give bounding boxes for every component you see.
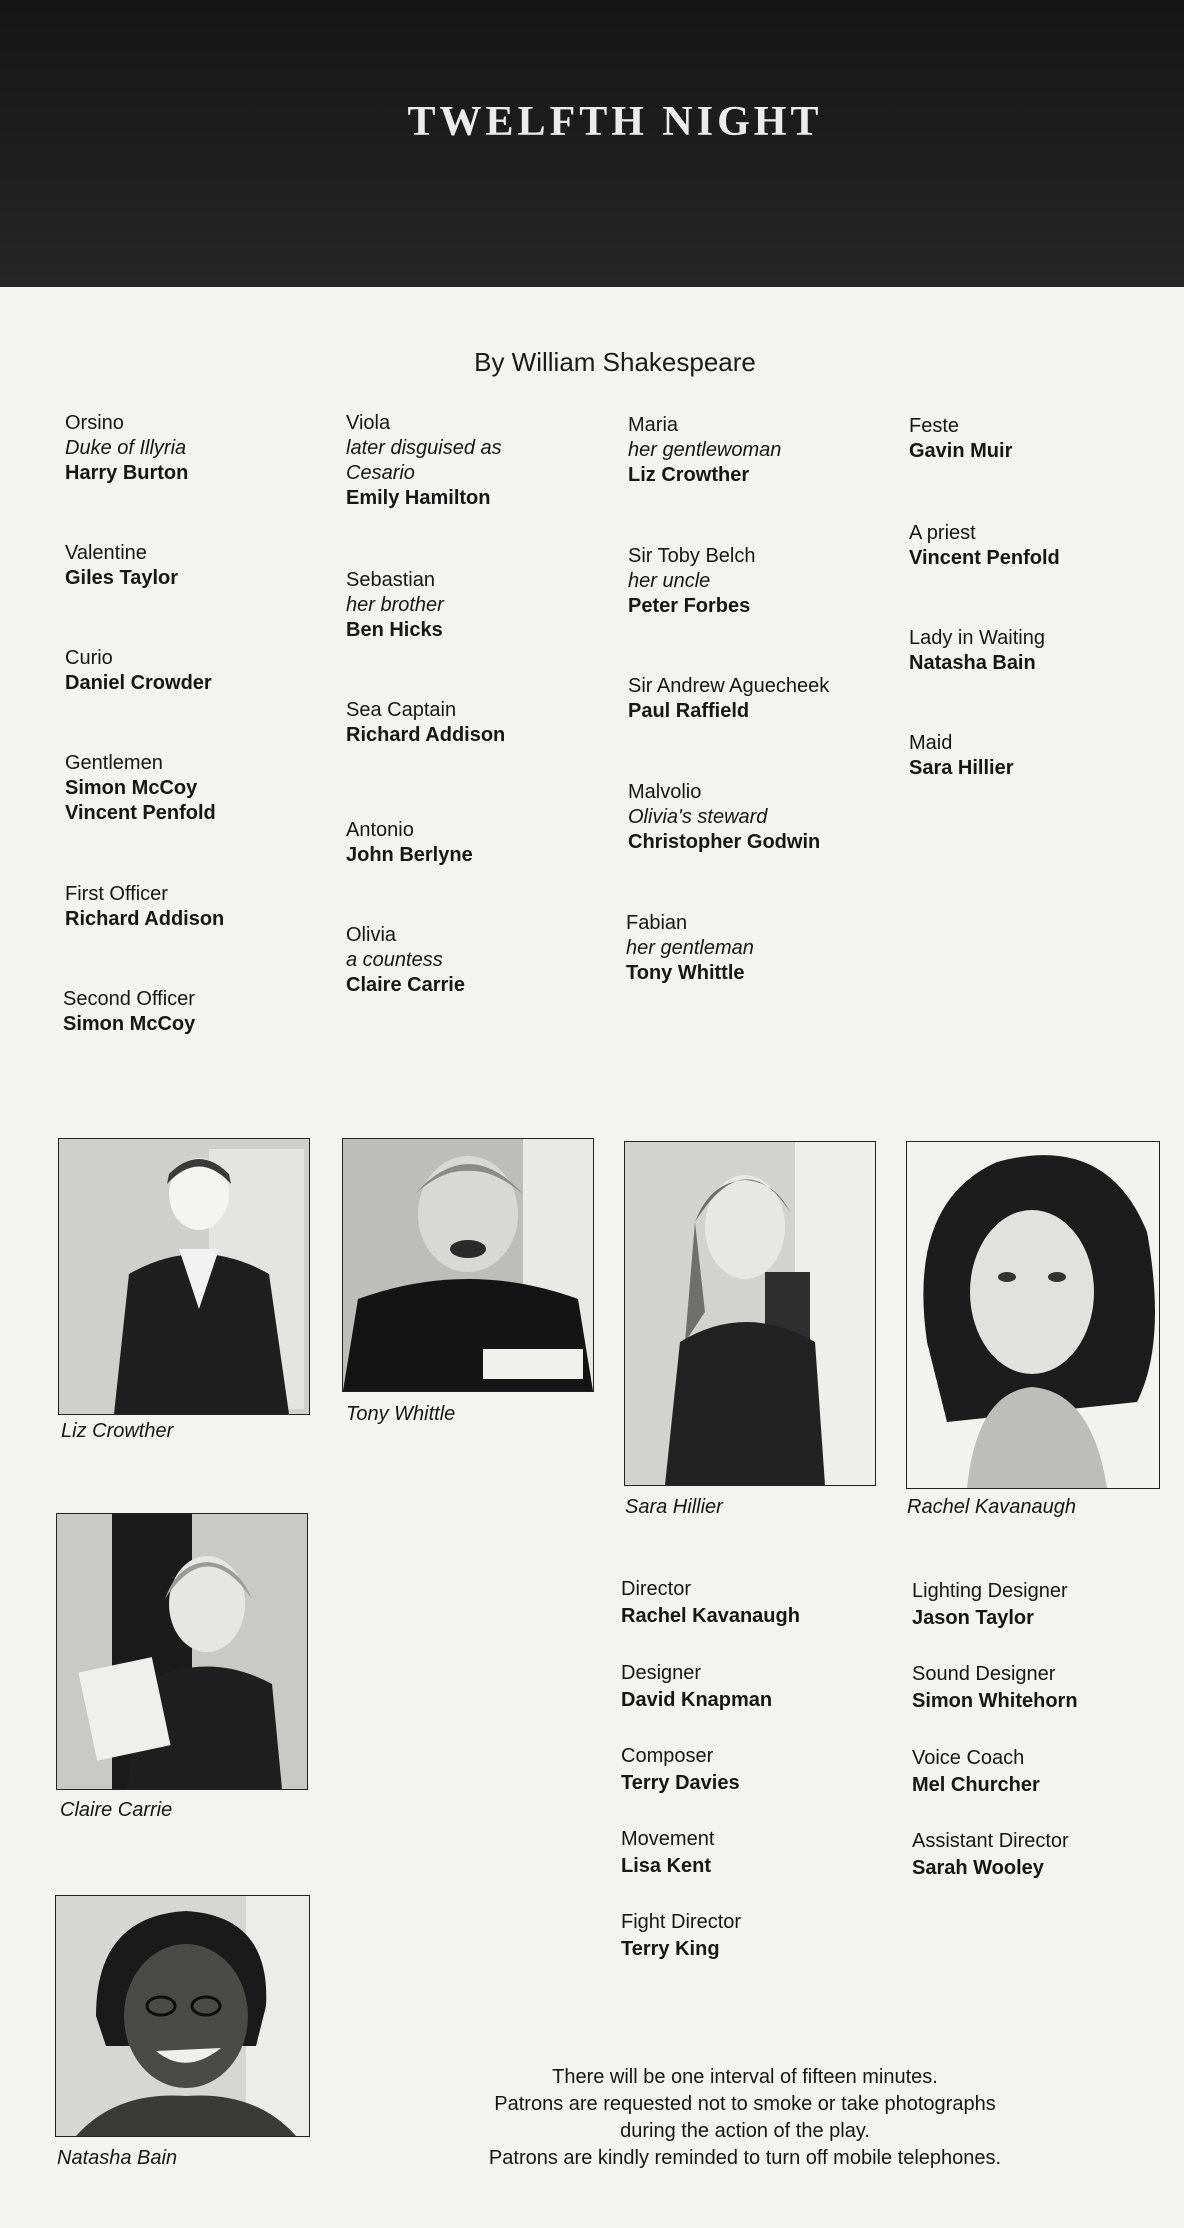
credit-designer xyxy=(621,1660,772,1714)
actor-name: John Berlyne xyxy=(346,844,473,866)
credit-role: Designer xyxy=(621,1662,702,1684)
cast-entry-orsino xyxy=(65,411,188,486)
cast-entry-first-officer xyxy=(65,882,224,932)
credit-role: Director xyxy=(621,1578,692,1600)
actor-name: Gavin Muir xyxy=(909,440,1013,462)
actor-name: Vincent Penfold xyxy=(65,802,216,824)
actor-name: Peter Forbes xyxy=(628,595,751,617)
cast-entry-second-officer xyxy=(63,987,195,1037)
credit-composer xyxy=(621,1743,740,1797)
role-name: Valentine xyxy=(65,542,147,564)
role-name: First Officer xyxy=(65,883,168,905)
credit-name: Sarah Wooley xyxy=(912,1857,1044,1879)
cast-entry-lady-in-waiting xyxy=(909,626,1045,676)
photo-caption: Liz Crowther xyxy=(61,1420,174,1442)
notice-line: There will be one interval of fifteen minutes. xyxy=(552,2066,938,2088)
credit-lighting-designer xyxy=(912,1578,1068,1632)
photo-natasha-bain xyxy=(55,1895,310,2137)
role-name: Orsino xyxy=(65,412,124,434)
role-description: her gentleman xyxy=(626,937,754,959)
actor-name: Ben Hicks xyxy=(346,619,443,641)
role-description: her uncle xyxy=(628,570,711,592)
role-description: Olivia's steward xyxy=(628,806,768,828)
photo-liz-crowther xyxy=(58,1138,310,1415)
actor-name: Simon McCoy xyxy=(63,1013,196,1035)
credit-name: Mel Churcher xyxy=(912,1774,1040,1796)
role-name: Sir Andrew Aguecheek xyxy=(628,675,830,697)
notice-line: Patrons are requested not to smoke or take photographs xyxy=(494,2093,996,2115)
cast-entry-curio xyxy=(65,646,212,696)
role-description: her gentlewoman xyxy=(628,439,782,461)
credit-role: Movement xyxy=(621,1828,715,1850)
cast-entry-feste xyxy=(909,414,1012,464)
cast-entry-antonio xyxy=(346,818,473,868)
actor-name: Sara Hillier xyxy=(909,757,1014,779)
cast-entry-a-priest xyxy=(909,521,1060,571)
role-description: Duke of Illyria xyxy=(65,437,187,459)
cast-entry-valentine xyxy=(65,541,178,591)
role-description: later disguised as xyxy=(346,437,502,459)
credit-name: David Knapman xyxy=(621,1689,773,1711)
portrait-image xyxy=(625,1142,875,1485)
role-name: Viola xyxy=(346,412,391,434)
notice-line: during the action of the play. xyxy=(620,2120,870,2142)
role-name: Maria xyxy=(628,414,679,436)
credit-voice-coach xyxy=(912,1745,1040,1799)
credit-name: Simon Whitehorn xyxy=(912,1690,1078,1712)
role-name: Sebastian xyxy=(346,569,435,591)
cast-entry-sebastian xyxy=(346,568,444,643)
credit-role: Lighting Designer xyxy=(912,1580,1068,1602)
audience-notices xyxy=(440,2064,1050,2172)
credit-assistant-director xyxy=(912,1828,1069,1882)
photo-caption: Claire Carrie xyxy=(60,1799,173,1821)
role-name: A priest xyxy=(909,522,976,544)
actor-name: Claire Carrie xyxy=(346,974,465,996)
actor-name: Christopher Godwin xyxy=(628,831,821,853)
actor-name: Richard Addison xyxy=(346,724,506,746)
actor-name: Paul Raffield xyxy=(628,700,750,722)
role-name: Maid xyxy=(909,732,953,754)
photo-claire-carrie xyxy=(56,1513,308,1790)
role-description: a countess xyxy=(346,949,443,971)
cast-entry-maria xyxy=(628,413,781,488)
role-name: Gentlemen xyxy=(65,752,163,774)
credit-name: Terry Davies xyxy=(621,1772,740,1794)
actor-name: Emily Hamilton xyxy=(346,487,491,509)
credit-name: Jason Taylor xyxy=(912,1607,1034,1629)
photo-rachel-kavanaugh xyxy=(906,1141,1160,1489)
portrait-image xyxy=(57,1514,307,1789)
photo-caption: Natasha Bain xyxy=(57,2147,178,2169)
cast-entry-sir-toby-belch xyxy=(628,544,755,619)
photo-caption: Tony Whittle xyxy=(346,1403,456,1425)
credit-role: Fight Director xyxy=(621,1911,742,1933)
actor-name: Harry Burton xyxy=(65,462,189,484)
photo-caption: Sara Hillier xyxy=(625,1496,723,1518)
actor-name: Tony Whittle xyxy=(626,962,745,984)
role-name: Malvolio xyxy=(628,781,702,803)
actor-name: Vincent Penfold xyxy=(909,547,1060,569)
role-name: Feste xyxy=(909,415,960,437)
actor-name: Simon McCoy xyxy=(65,777,198,799)
actor-name: Daniel Crowder xyxy=(65,672,212,694)
credit-name: Terry King xyxy=(621,1938,720,1960)
credit-name: Rachel Kavanaugh xyxy=(621,1605,800,1627)
cast-entry-malvolio xyxy=(628,780,820,855)
role-name: Fabian xyxy=(626,912,688,934)
cast-entry-viola xyxy=(346,411,502,511)
author-byline: By William Shakespeare xyxy=(474,347,756,377)
credit-fight-director xyxy=(621,1909,741,1963)
actor-name: Liz Crowther xyxy=(628,464,750,486)
cast-entry-maid xyxy=(909,731,1014,781)
role-name: Lady in Waiting xyxy=(909,627,1045,649)
play-title: TWELFTH NIGHT xyxy=(407,99,823,145)
role-description: Cesario xyxy=(346,462,415,484)
actor-name: Natasha Bain xyxy=(909,652,1036,674)
role-name: Antonio xyxy=(346,819,414,841)
credit-director xyxy=(621,1576,800,1630)
cast-entry-olivia xyxy=(346,923,465,998)
photo-sara-hillier xyxy=(624,1141,876,1486)
role-name: Olivia xyxy=(346,924,397,946)
credit-sound-designer xyxy=(912,1661,1078,1715)
actor-name: Giles Taylor xyxy=(65,567,179,589)
actor-name: Richard Addison xyxy=(65,908,225,930)
credit-role: Composer xyxy=(621,1745,714,1767)
role-name: Second Officer xyxy=(63,988,195,1010)
credit-role: Sound Designer xyxy=(912,1663,1056,1685)
role-name: Sir Toby Belch xyxy=(628,545,756,567)
portrait-image xyxy=(56,1896,309,2136)
photo-tony-whittle xyxy=(342,1138,594,1392)
cast-entry-sir-andrew-aguecheek xyxy=(628,674,829,724)
notice-line: Patrons are kindly reminded to turn off mobile telephones. xyxy=(488,2147,1002,2169)
role-name: Sea Captain xyxy=(346,699,457,721)
credit-movement xyxy=(621,1826,714,1880)
cast-entry-sea-captain xyxy=(346,698,505,748)
portrait-image xyxy=(343,1139,593,1391)
credit-role: Voice Coach xyxy=(912,1747,1025,1769)
credit-role: Assistant Director xyxy=(912,1830,1069,1852)
portrait-image xyxy=(907,1142,1159,1488)
portrait-image xyxy=(59,1139,309,1414)
cast-entry-gentlemen xyxy=(65,751,216,826)
role-name: Curio xyxy=(65,647,113,669)
role-description: her brother xyxy=(346,594,444,616)
photo-caption: Rachel Kavanaugh xyxy=(907,1496,1077,1518)
credit-name: Lisa Kent xyxy=(621,1855,712,1877)
cast-entry-fabian xyxy=(626,911,754,986)
